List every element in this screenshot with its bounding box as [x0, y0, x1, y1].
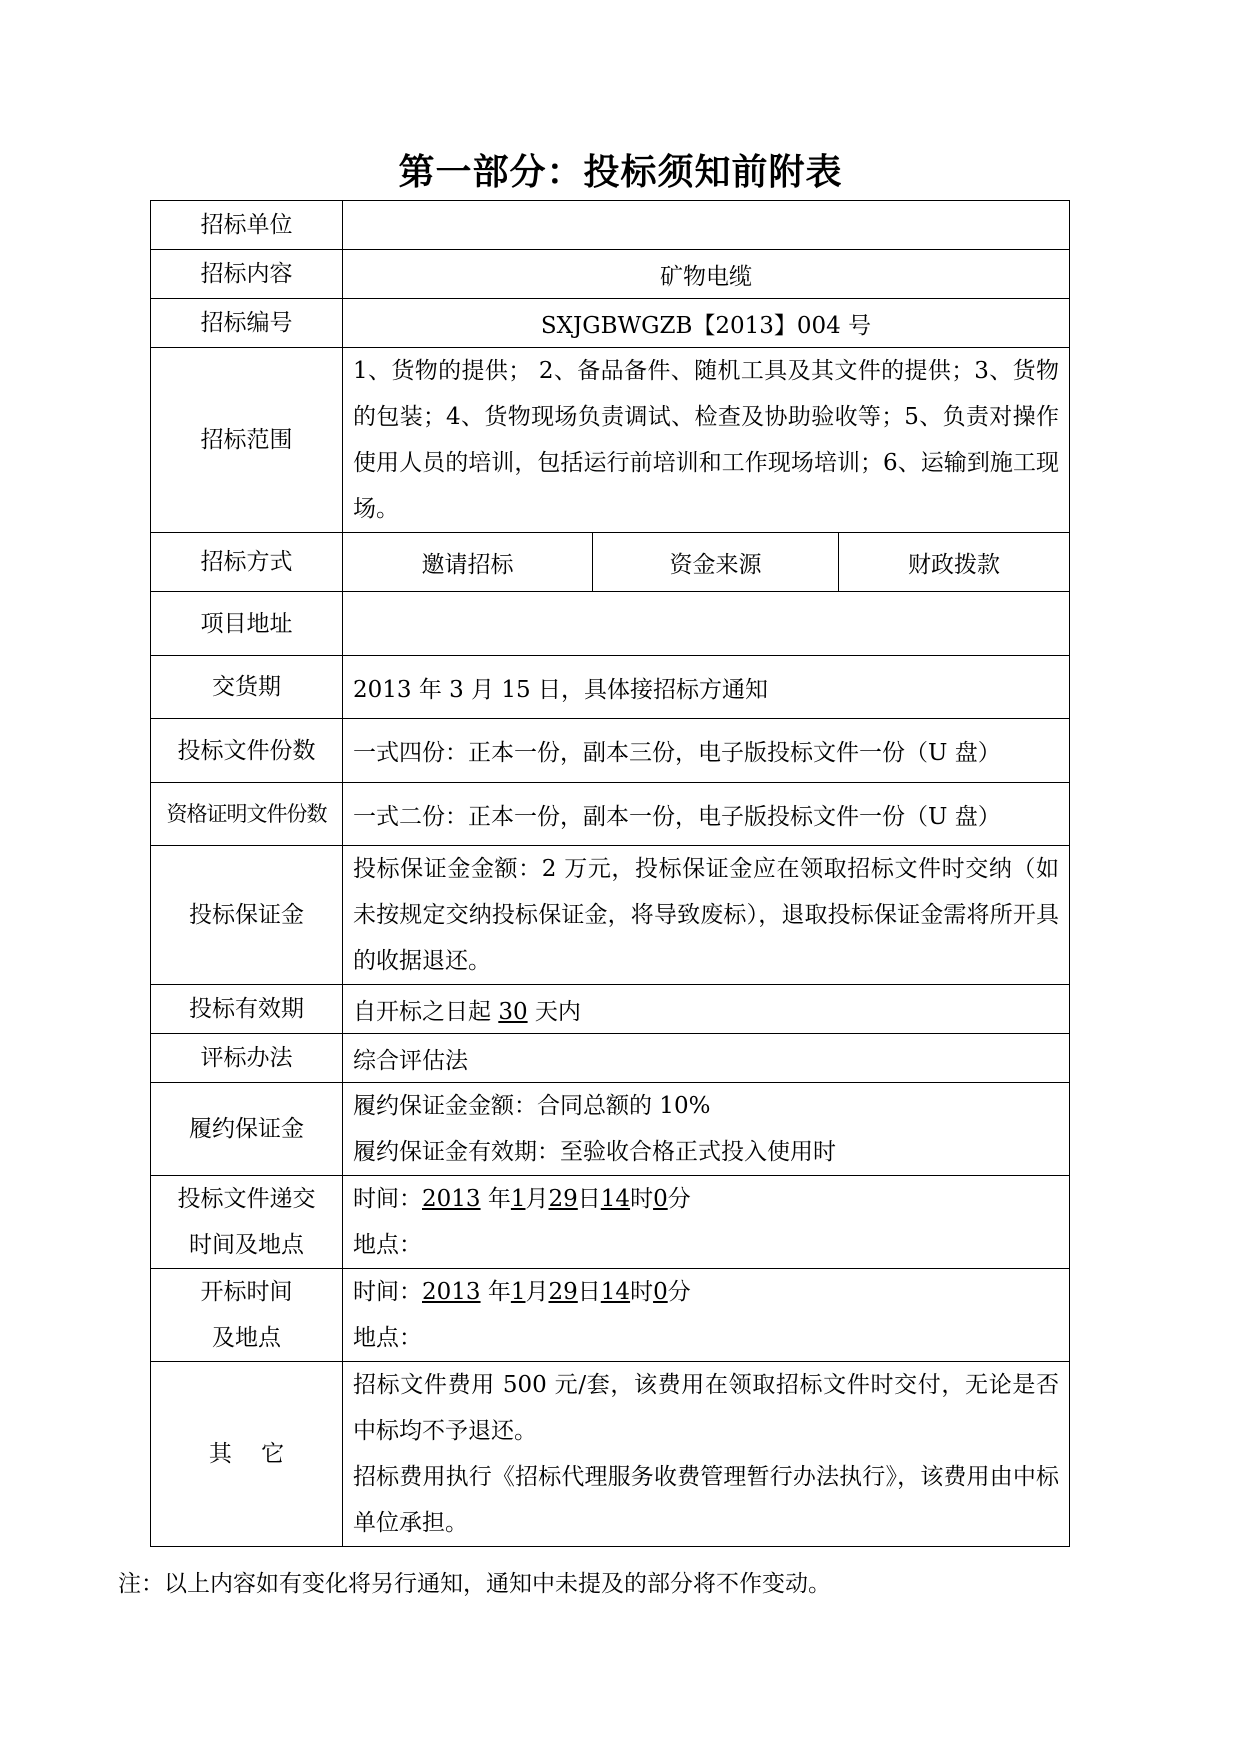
row-opening — [151, 1269, 1070, 1362]
value-evaluation: 综合评估法 — [343, 1034, 1070, 1083]
label-delivery: 交货期 — [151, 656, 343, 719]
row-bid-copies — [151, 719, 1070, 783]
value-address — [343, 592, 1070, 656]
value-scope: 1、货物的提供； 2、备品备件、随机工具及其文件的提供；3、货物的包装；4、货物现场负责调试、检查及协助验收等；5、负责对操作使用人员的培训，包括运行前培训和工作现场培训；6、运输到施工现场。 — [343, 348, 1070, 533]
label-method: 招标方式 — [151, 533, 343, 592]
row-validity — [151, 985, 1070, 1034]
label-bid-copies: 投标文件份数 — [151, 719, 343, 783]
row-address — [151, 592, 1070, 656]
label-fund: 资金来源 — [593, 533, 839, 592]
row-content — [151, 250, 1070, 299]
value-bond: 投标保证金金额：2 万元，投标保证金应在领取招标文件时交纳（如未按规定交纳投标保证金，将导致废标），退取投标保证金需将所开具的收据退还。 — [343, 846, 1070, 985]
label-submission-line1: 投标文件递交 — [177, 1186, 316, 1212]
value-submission — [343, 1176, 1070, 1269]
validity-days: 30 — [498, 998, 528, 1025]
label-validity: 投标有效期 — [151, 985, 343, 1034]
label-opening — [151, 1269, 343, 1362]
performance-validity: 履约保证金有效期：至验收合格正式投入使用时 — [353, 1139, 836, 1165]
performance-amount: 履约保证金金额：合同总额的 10% — [353, 1093, 711, 1119]
row-delivery — [151, 656, 1070, 719]
row-submission — [151, 1176, 1070, 1269]
validity-suffix: 天内 — [527, 998, 581, 1025]
label-performance: 履约保证金 — [151, 1083, 343, 1176]
row-method — [151, 533, 1070, 592]
label-scope: 招标范围 — [151, 348, 343, 533]
label-bond: 投标保证金 — [151, 846, 343, 985]
label-submission-line2: 时间及地点 — [189, 1232, 304, 1258]
value-qual-copies: 一式二份：正本一份，副本一份，电子版投标文件一份（U 盘） — [343, 783, 1070, 846]
value-delivery: 2013 年 3 月 15 日，具体接招标方通知 — [343, 656, 1070, 719]
validity-prefix: 自开标之日起 — [353, 998, 499, 1025]
other-fee: 招标文件费用 500 元/套，该费用在领取招标文件时交付，无论是否中标均不予退还。 — [353, 1372, 1059, 1444]
row-number — [151, 299, 1070, 348]
row-other — [151, 1362, 1070, 1547]
row-performance — [151, 1083, 1070, 1176]
row-qual-copies — [151, 783, 1070, 846]
value-fund: 财政拨款 — [839, 533, 1070, 592]
label-other: 其 它 — [151, 1362, 343, 1547]
label-opening-line2: 及地点 — [212, 1325, 281, 1351]
opening-place: 地点： — [353, 1325, 422, 1351]
label-unit: 招标单位 — [151, 201, 343, 250]
label-qual-copies: 资格证明文件份数 — [151, 783, 343, 846]
label-number: 招标编号 — [151, 299, 343, 348]
row-scope — [151, 348, 1070, 533]
row-evaluation — [151, 1034, 1070, 1083]
row-unit — [151, 201, 1070, 250]
value-bid-copies: 一式四份：正本一份，副本三份，电子版投标文件一份（U 盘） — [343, 719, 1070, 783]
label-evaluation: 评标办法 — [151, 1034, 343, 1083]
other-agency-fee: 招标费用执行《招标代理服务收费管理暂行办法执行》，该费用由中标单位承担。 — [353, 1464, 1059, 1536]
label-submission — [151, 1176, 343, 1269]
value-validity — [343, 985, 1070, 1034]
label-content: 招标内容 — [151, 250, 343, 299]
submission-time: 时间：2013 年1月29日14时0分 — [353, 1186, 691, 1212]
submission-place: 地点： — [353, 1232, 422, 1258]
page-title: 第一部分：投标须知前附表 — [398, 152, 843, 193]
value-other — [343, 1362, 1070, 1547]
label-address: 项目地址 — [151, 592, 343, 656]
bid-info-table — [150, 200, 1070, 1547]
label-opening-line1: 开标时间 — [200, 1279, 293, 1305]
row-bond — [151, 846, 1070, 985]
value-content: 矿物电缆 — [343, 250, 1070, 299]
value-performance — [343, 1083, 1070, 1176]
value-method: 邀请招标 — [343, 533, 593, 592]
value-unit — [343, 201, 1070, 250]
opening-time: 时间：2013 年1月29日14时0分 — [353, 1279, 691, 1305]
value-number: SXJGBWGZB【2013】004 号 — [343, 299, 1070, 348]
footnote: 注：以上内容如有变化将另行通知，通知中未提及的部分将不作变动。 — [118, 1571, 831, 1597]
value-opening — [343, 1269, 1070, 1362]
